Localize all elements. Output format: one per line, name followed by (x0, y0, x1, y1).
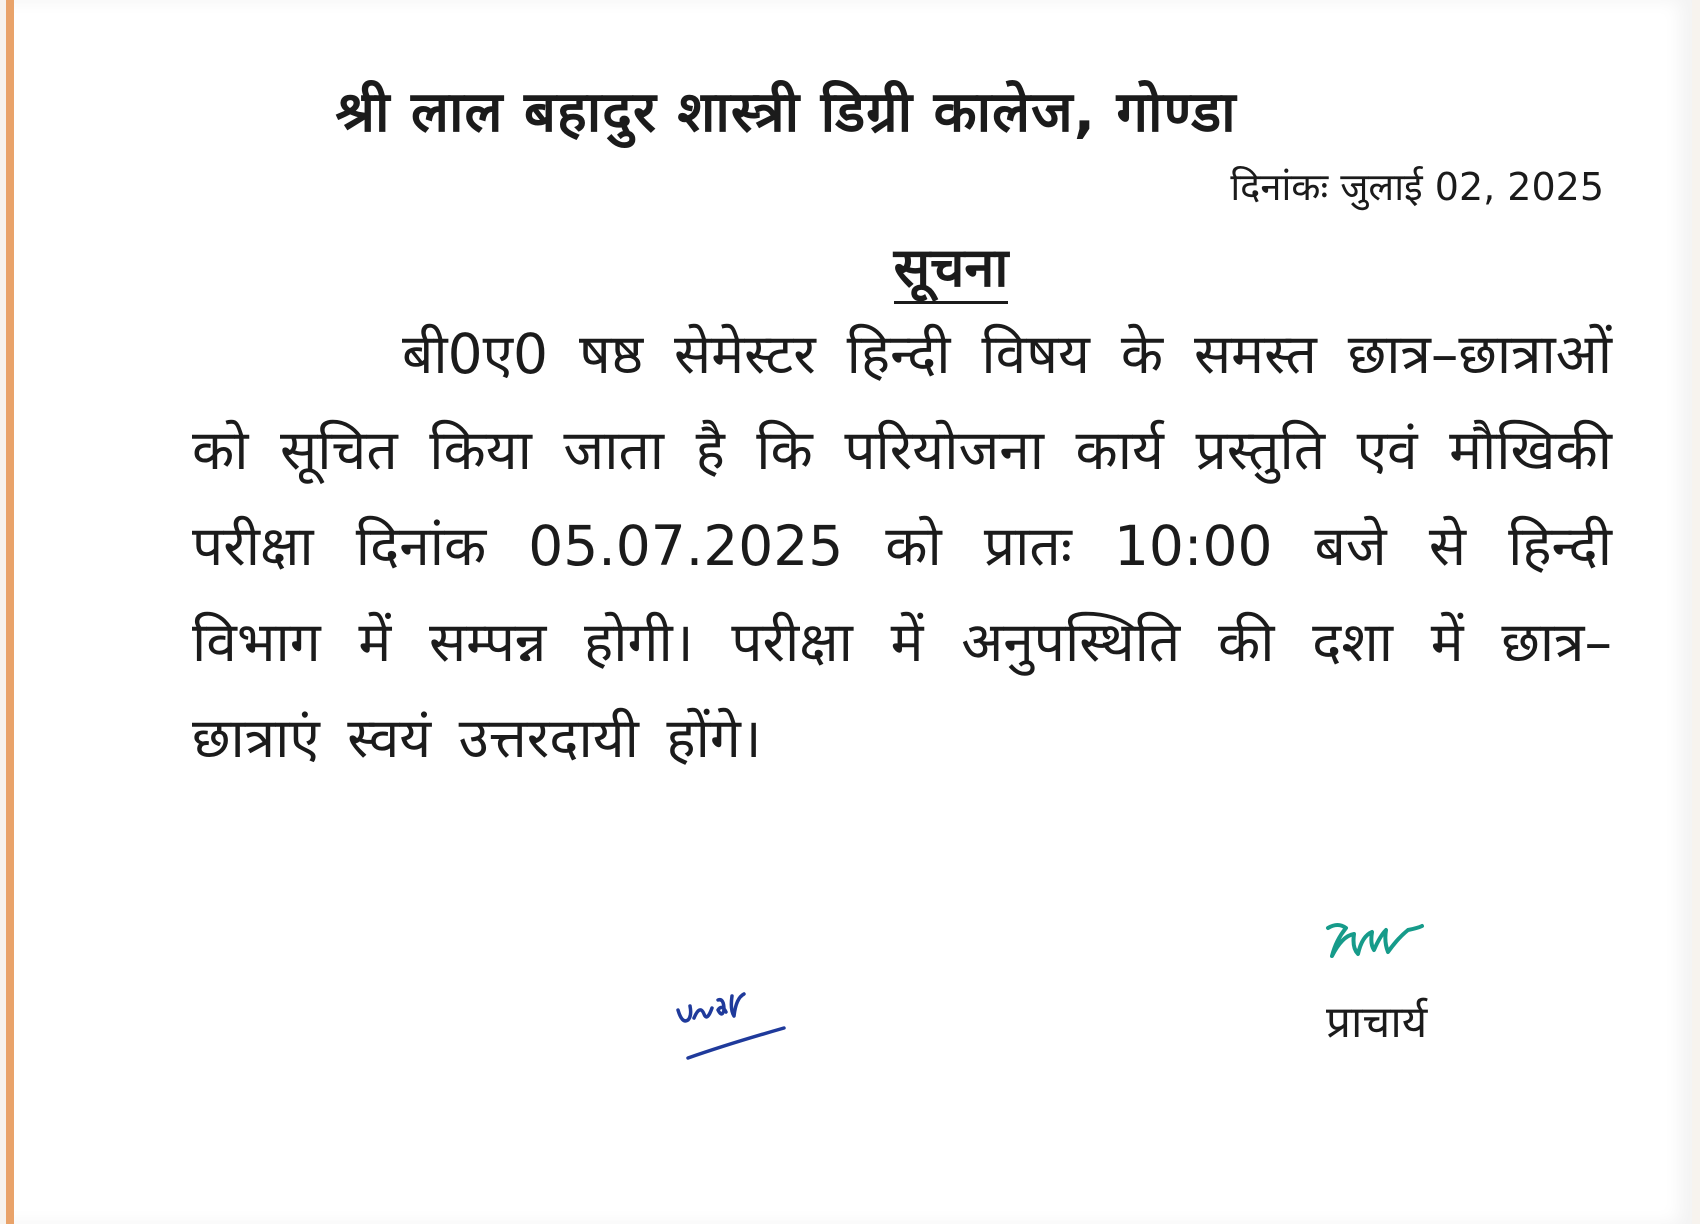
paper-edge (6, 0, 14, 1224)
notice-heading (6, 228, 1700, 302)
handwritten-initials (672, 986, 792, 1080)
principal-signature (1324, 918, 1454, 992)
notice-body: बी0ए0 षष्ठ सेमेस्टर हिन्दी विषय के समस्त छात्र–छात्राओं को सूचित किया जाता है कि परियोजना कार्य प्रस्तुति एवं मौखिकी परीक्षा दिनांक 05.07.2025 को प्रातः 10:00 बजे से हिन्दी विभाग में सम्पन्न होगी। परीक्षा में अनुपस्थिति की दशा में छात्र–छात्राएं स्वयं उत्तरदायी होंगे। (192, 322, 1612, 770)
notice-date: दिनांकः जुलाई 02, 2025 (1230, 165, 1604, 209)
notice-heading-text: सूचना (894, 236, 1009, 304)
college-name: श्री लाल बहादुर शास्त्री डिग्री कालेज, गोण्डा (335, 80, 1237, 145)
signatory-title: प्राचार्य (1326, 997, 1428, 1048)
notice-paper (6, 0, 1692, 1224)
